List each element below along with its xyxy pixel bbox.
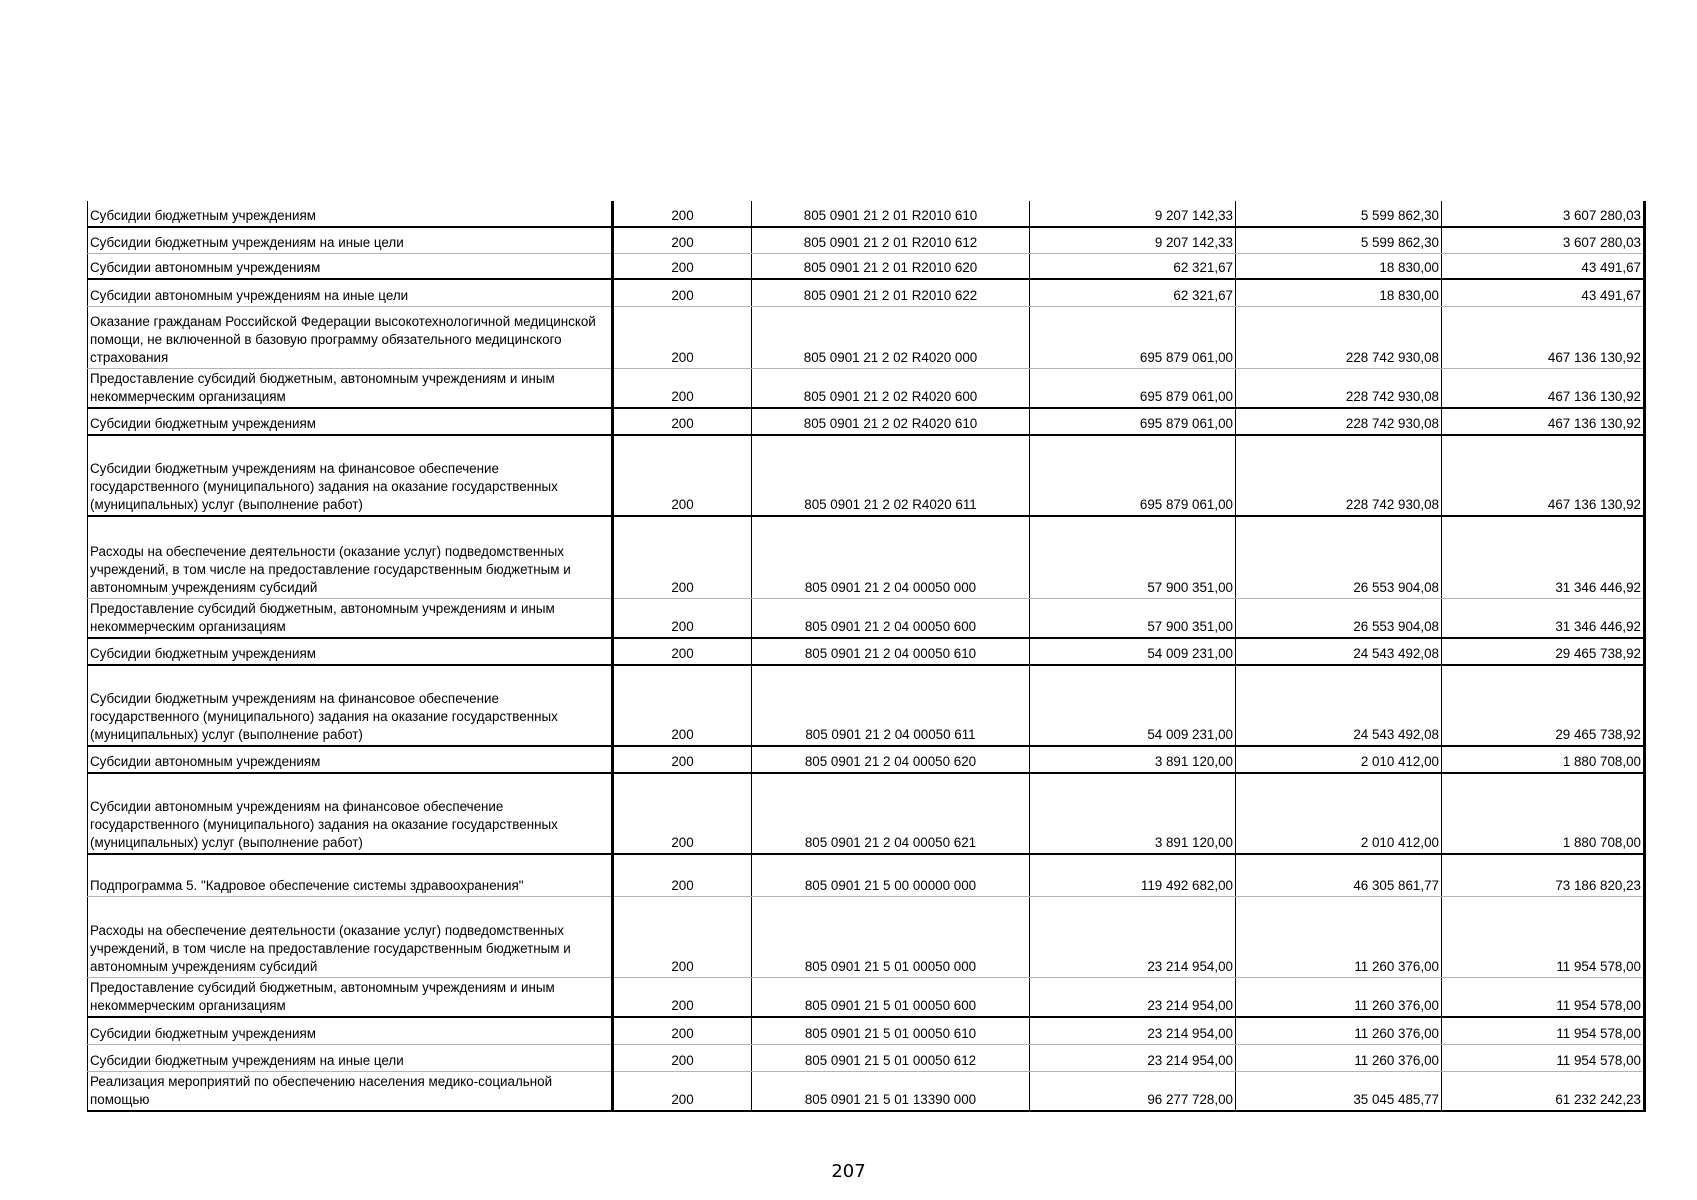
row-executed-cell: 18 830,00 — [1236, 253, 1442, 279]
row-remaining-cell: 73 186 820,23 — [1442, 854, 1645, 896]
row-approved-cell: 9 207 142,33 — [1030, 227, 1236, 253]
row-code-cell: 200 — [613, 201, 752, 227]
row-approved-cell: 23 214 954,00 — [1030, 896, 1236, 977]
budget-table — [87, 201, 1646, 1112]
row-code-cell: 200 — [613, 1017, 752, 1044]
row-kbk-cell: 805 0901 21 2 04 00050 600 — [752, 598, 1030, 638]
table-row — [88, 638, 1645, 665]
row-code-cell: 200 — [613, 1044, 752, 1071]
row-code-cell: 200 — [613, 516, 752, 598]
row-executed-cell: 11 260 376,00 — [1236, 1017, 1442, 1044]
row-name-cell: Расходы на обеспечение деятельности (оказание услуг) подведомственных учреждений, в том числе на предоставление государственным бюджетным и автономным учреждениям субсидий — [88, 516, 613, 598]
row-code-cell: 200 — [613, 638, 752, 665]
page-number: 207 — [831, 1161, 866, 1182]
row-kbk-cell: 805 0901 21 5 01 00050 612 — [752, 1044, 1030, 1071]
table-row — [88, 368, 1645, 408]
row-approved-cell: 695 879 061,00 — [1030, 368, 1236, 408]
row-remaining-cell: 43 491,67 — [1442, 279, 1645, 306]
row-remaining-cell: 467 136 130,92 — [1442, 368, 1645, 408]
row-code-cell: 200 — [613, 746, 752, 773]
table-row — [88, 896, 1645, 977]
row-executed-cell: 24 543 492,08 — [1236, 638, 1442, 665]
row-remaining-cell: 3 607 280,03 — [1442, 201, 1645, 227]
table-row — [88, 665, 1645, 746]
budget-table-body — [88, 201, 1645, 1111]
row-executed-cell: 18 830,00 — [1236, 279, 1442, 306]
row-approved-cell: 57 900 351,00 — [1030, 516, 1236, 598]
row-remaining-cell: 31 346 446,92 — [1442, 516, 1645, 598]
table-row — [88, 435, 1645, 516]
row-executed-cell: 24 543 492,08 — [1236, 665, 1442, 746]
row-approved-cell: 695 879 061,00 — [1030, 306, 1236, 368]
row-executed-cell: 11 260 376,00 — [1236, 977, 1442, 1017]
row-code-cell: 200 — [613, 1071, 752, 1111]
row-name-cell: Предоставление субсидий бюджетным, автономным учреждениям и иным некоммерческим организациям — [88, 368, 613, 408]
row-approved-cell: 23 214 954,00 — [1030, 1044, 1236, 1071]
row-kbk-cell: 805 0901 21 2 04 00050 610 — [752, 638, 1030, 665]
table-row — [88, 227, 1645, 253]
row-code-cell: 200 — [613, 227, 752, 253]
row-approved-cell: 9 207 142,33 — [1030, 201, 1236, 227]
row-remaining-cell: 43 491,67 — [1442, 253, 1645, 279]
row-code-cell: 200 — [613, 435, 752, 516]
row-kbk-cell: 805 0901 21 2 01 R2010 612 — [752, 227, 1030, 253]
row-code-cell: 200 — [613, 773, 752, 854]
row-approved-cell: 54 009 231,00 — [1030, 638, 1236, 665]
row-executed-cell: 228 742 930,08 — [1236, 435, 1442, 516]
row-executed-cell: 35 045 485,77 — [1236, 1071, 1442, 1111]
row-remaining-cell: 467 136 130,92 — [1442, 408, 1645, 435]
row-name-cell: Субсидии бюджетным учреждениям — [88, 1017, 613, 1044]
row-approved-cell: 62 321,67 — [1030, 253, 1236, 279]
row-code-cell: 200 — [613, 854, 752, 896]
row-executed-cell: 2 010 412,00 — [1236, 773, 1442, 854]
row-approved-cell: 23 214 954,00 — [1030, 977, 1236, 1017]
row-approved-cell: 3 891 120,00 — [1030, 746, 1236, 773]
row-executed-cell: 228 742 930,08 — [1236, 306, 1442, 368]
row-executed-cell: 5 599 862,30 — [1236, 201, 1442, 227]
row-name-cell: Субсидии бюджетным учреждениям на иные цели — [88, 227, 613, 253]
row-kbk-cell: 805 0901 21 2 02 R4020 610 — [752, 408, 1030, 435]
row-name-cell: Оказание гражданам Российской Федерации высокотехнологичной медицинской помощи, не включенной в базовую программу обязательного медицинского страхования — [88, 306, 613, 368]
row-kbk-cell: 805 0901 21 5 01 13390 000 — [752, 1071, 1030, 1111]
table-row — [88, 253, 1645, 279]
row-remaining-cell: 61 232 242,23 — [1442, 1071, 1645, 1111]
row-approved-cell: 54 009 231,00 — [1030, 665, 1236, 746]
row-remaining-cell: 11 954 578,00 — [1442, 1044, 1645, 1071]
table-row — [88, 977, 1645, 1017]
row-name-cell: Субсидии бюджетным учреждениям на финансовое обеспечение государственного (муниципального) задания на оказание государственных (муниципальных) услуг (выполнение работ) — [88, 665, 613, 746]
row-remaining-cell: 31 346 446,92 — [1442, 598, 1645, 638]
row-approved-cell: 119 492 682,00 — [1030, 854, 1236, 896]
row-kbk-cell: 805 0901 21 2 04 00050 611 — [752, 665, 1030, 746]
row-approved-cell: 57 900 351,00 — [1030, 598, 1236, 638]
row-approved-cell: 695 879 061,00 — [1030, 408, 1236, 435]
table-row — [88, 1071, 1645, 1111]
table-row — [88, 598, 1645, 638]
row-name-cell: Предоставление субсидий бюджетным, автономным учреждениям и иным некоммерческим организациям — [88, 977, 613, 1017]
row-kbk-cell: 805 0901 21 2 02 R4020 611 — [752, 435, 1030, 516]
row-executed-cell: 46 305 861,77 — [1236, 854, 1442, 896]
row-name-cell: Субсидии автономным учреждениям — [88, 253, 613, 279]
row-kbk-cell: 805 0901 21 5 01 00050 610 — [752, 1017, 1030, 1044]
table-row — [88, 854, 1645, 896]
table-row — [88, 279, 1645, 306]
row-name-cell: Субсидии бюджетным учреждениям — [88, 408, 613, 435]
row-code-cell: 200 — [613, 306, 752, 368]
row-executed-cell: 26 553 904,08 — [1236, 516, 1442, 598]
row-code-cell: 200 — [613, 665, 752, 746]
row-code-cell: 200 — [613, 977, 752, 1017]
row-name-cell: Субсидии бюджетным учреждениям на иные цели — [88, 1044, 613, 1071]
row-kbk-cell: 805 0901 21 2 04 00050 000 — [752, 516, 1030, 598]
row-executed-cell: 26 553 904,08 — [1236, 598, 1442, 638]
row-name-cell: Субсидии бюджетным учреждениям на финансовое обеспечение государственного (муниципального) задания на оказание государственных (муниципальных) услуг (выполнение работ) — [88, 435, 613, 516]
row-executed-cell: 2 010 412,00 — [1236, 746, 1442, 773]
row-kbk-cell: 805 0901 21 2 01 R2010 620 — [752, 253, 1030, 279]
row-remaining-cell: 467 136 130,92 — [1442, 306, 1645, 368]
row-approved-cell: 96 277 728,00 — [1030, 1071, 1236, 1111]
row-name-cell: Реализация мероприятий по обеспечению населения медико-социальной помощью — [88, 1071, 613, 1111]
row-kbk-cell: 805 0901 21 2 04 00050 621 — [752, 773, 1030, 854]
row-code-cell: 200 — [613, 598, 752, 638]
row-kbk-cell: 805 0901 21 5 01 00050 600 — [752, 977, 1030, 1017]
row-kbk-cell: 805 0901 21 2 01 R2010 610 — [752, 201, 1030, 227]
row-kbk-cell: 805 0901 21 2 04 00050 620 — [752, 746, 1030, 773]
row-remaining-cell: 1 880 708,00 — [1442, 773, 1645, 854]
row-name-cell: Расходы на обеспечение деятельности (оказание услуг) подведомственных учреждений, в том числе на предоставление государственным бюджетным и автономным учреждениям субсидий — [88, 896, 613, 977]
row-remaining-cell: 29 465 738,92 — [1442, 638, 1645, 665]
row-approved-cell: 3 891 120,00 — [1030, 773, 1236, 854]
table-row — [88, 516, 1645, 598]
row-name-cell: Подпрограмма 5. "Кадровое обеспечение системы здравоохранения" — [88, 854, 613, 896]
row-code-cell: 200 — [613, 368, 752, 408]
row-executed-cell: 228 742 930,08 — [1236, 368, 1442, 408]
row-remaining-cell: 11 954 578,00 — [1442, 1017, 1645, 1044]
row-approved-cell: 62 321,67 — [1030, 279, 1236, 306]
table-row — [88, 306, 1645, 368]
row-approved-cell: 23 214 954,00 — [1030, 1017, 1236, 1044]
row-kbk-cell: 805 0901 21 2 01 R2010 622 — [752, 279, 1030, 306]
row-kbk-cell: 805 0901 21 5 01 00050 000 — [752, 896, 1030, 977]
row-name-cell: Субсидии бюджетным учреждениям — [88, 201, 613, 227]
row-name-cell: Субсидии автономным учреждениям — [88, 746, 613, 773]
row-executed-cell: 11 260 376,00 — [1236, 1044, 1442, 1071]
row-executed-cell: 228 742 930,08 — [1236, 408, 1442, 435]
row-remaining-cell: 29 465 738,92 — [1442, 665, 1645, 746]
table-row — [88, 1044, 1645, 1071]
row-kbk-cell: 805 0901 21 2 02 R4020 600 — [752, 368, 1030, 408]
row-executed-cell: 5 599 862,30 — [1236, 227, 1442, 253]
table-row — [88, 201, 1645, 227]
table-row — [88, 773, 1645, 854]
row-remaining-cell: 1 880 708,00 — [1442, 746, 1645, 773]
row-name-cell: Субсидии автономным учреждениям на иные цели — [88, 279, 613, 306]
row-name-cell: Предоставление субсидий бюджетным, автономным учреждениям и иным некоммерческим организациям — [88, 598, 613, 638]
row-code-cell: 200 — [613, 408, 752, 435]
row-code-cell: 200 — [613, 253, 752, 279]
row-code-cell: 200 — [613, 896, 752, 977]
row-kbk-cell: 805 0901 21 2 02 R4020 000 — [752, 306, 1030, 368]
row-name-cell: Субсидии автономным учреждениям на финансовое обеспечение государственного (муниципального) задания на оказание государственных (муниципальных) услуг (выполнение работ) — [88, 773, 613, 854]
row-code-cell: 200 — [613, 279, 752, 306]
row-remaining-cell: 11 954 578,00 — [1442, 977, 1645, 1017]
table-row — [88, 746, 1645, 773]
row-remaining-cell: 467 136 130,92 — [1442, 435, 1645, 516]
table-row — [88, 408, 1645, 435]
row-remaining-cell: 3 607 280,03 — [1442, 227, 1645, 253]
table-row — [88, 1017, 1645, 1044]
row-name-cell: Субсидии бюджетным учреждениям — [88, 638, 613, 665]
row-executed-cell: 11 260 376,00 — [1236, 896, 1442, 977]
row-remaining-cell: 11 954 578,00 — [1442, 896, 1645, 977]
row-approved-cell: 695 879 061,00 — [1030, 435, 1236, 516]
row-kbk-cell: 805 0901 21 5 00 00000 000 — [752, 854, 1030, 896]
